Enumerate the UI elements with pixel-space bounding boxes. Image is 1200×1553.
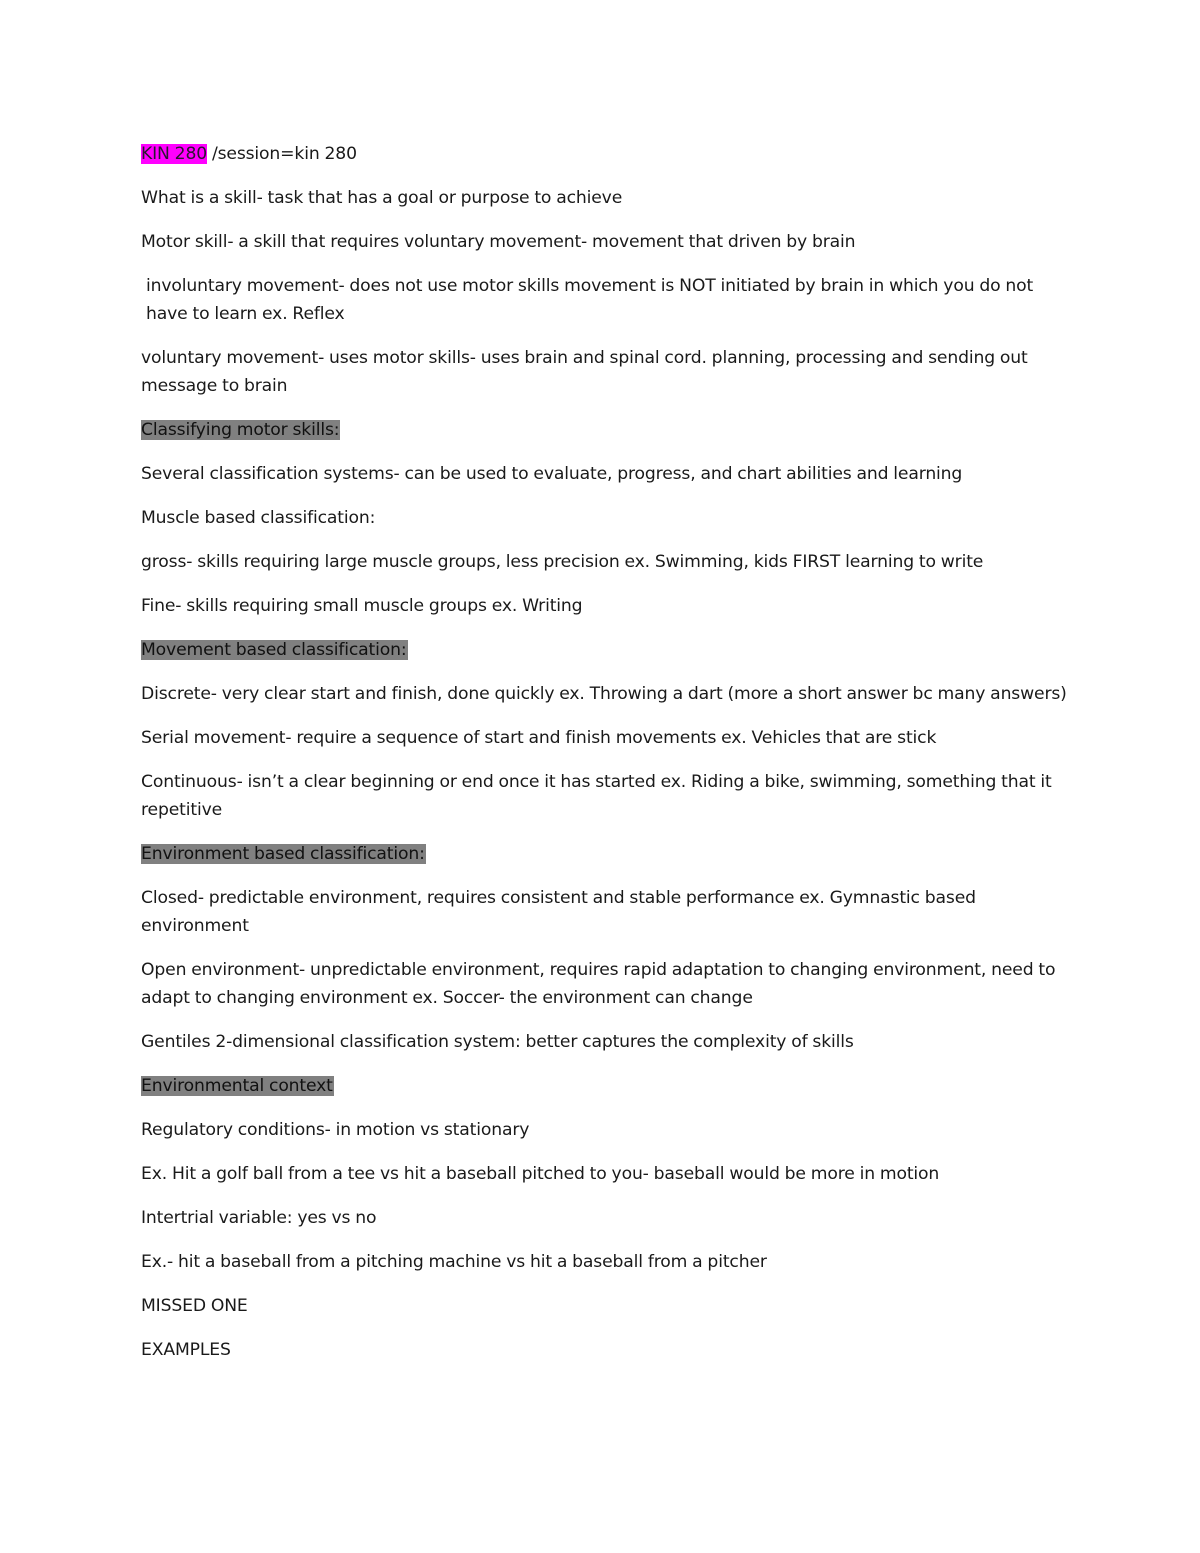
closed-environment-note: Closed- predictable environment, requires consistent and stable performance ex. Gymnastic based environment: [141, 888, 976, 936]
document-page: [141, 140, 1071, 1380]
heading-highlight: Movement based classification:: [141, 640, 407, 660]
intertrial-variable-note: Intertrial variable: yes vs no: [141, 1208, 377, 1228]
fine-skills-note: Fine- skills requiring small muscle groups ex. Writing: [141, 596, 583, 616]
muscle-based-label: Muscle based classification:: [141, 508, 376, 528]
gross-skills-note: gross- skills requiring large muscle groups, less precision ex. Swimming, kids FIRST learning to write: [141, 552, 984, 572]
motor-skill-definition: Motor skill- a skill that requires voluntary movement- movement that driven by brain: [141, 232, 856, 252]
involuntary-movement-note: involuntary movement- does not use motor skills movement is NOT initiated by brain in which you do not have to learn ex. Reflex: [146, 276, 1034, 324]
heading-environmental-context: [141, 1072, 1071, 1100]
voluntary-movement-note: voluntary movement- uses motor skills- uses brain and spinal cord. planning, processing and sending out message to brain: [141, 348, 1028, 396]
heading-classifying-motor-skills: [141, 416, 1071, 444]
examples-note: EXAMPLES: [141, 1340, 231, 1360]
serial-movement-note: Serial movement- require a sequence of start and finish movements ex. Vehicles that are stick: [141, 728, 937, 748]
heading-environment-based: [141, 840, 1071, 868]
classification-systems-note: Several classification systems- can be used to evaluate, progress, and chart abilities and learning: [141, 464, 963, 484]
continuous-note: Continuous- isn’t a clear beginning or end once it has started ex. Riding a bike, swimming, something that it repetitive: [141, 772, 1052, 820]
missed-one-note: MISSED ONE: [141, 1296, 248, 1316]
regulatory-conditions-note: Regulatory conditions- in motion vs stationary: [141, 1120, 530, 1140]
heading-highlight: Environmental context: [141, 1076, 333, 1096]
session-label: /session=kin 280: [207, 144, 357, 164]
heading-highlight: Environment based classification:: [141, 844, 425, 864]
heading-movement-based: [141, 636, 1071, 664]
discrete-note: Discrete- very clear start and finish, done quickly ex. Throwing a dart (more a short answer bc many answers): [141, 684, 1067, 704]
golf-example: Ex. Hit a golf ball from a tee vs hit a baseball pitched to you- baseball would be more in motion: [141, 1164, 940, 1184]
heading-highlight: Classifying motor skills:: [141, 420, 340, 440]
skill-definition: What is a skill- task that has a goal or purpose to achieve: [141, 188, 623, 208]
open-environment-note: Open environment- unpredictable environment, requires rapid adaptation to changing environment, need to adapt to changing environment ex. Soccer- the environment can change: [141, 960, 1056, 1008]
baseball-example: Ex.- hit a baseball from a pitching machine vs hit a baseball from a pitcher: [141, 1252, 767, 1272]
document-title: [141, 140, 1071, 168]
gentiles-note: Gentiles 2-dimensional classification system: better captures the complexity of skills: [141, 1032, 854, 1052]
course-code-highlight: KIN 280: [141, 144, 208, 164]
